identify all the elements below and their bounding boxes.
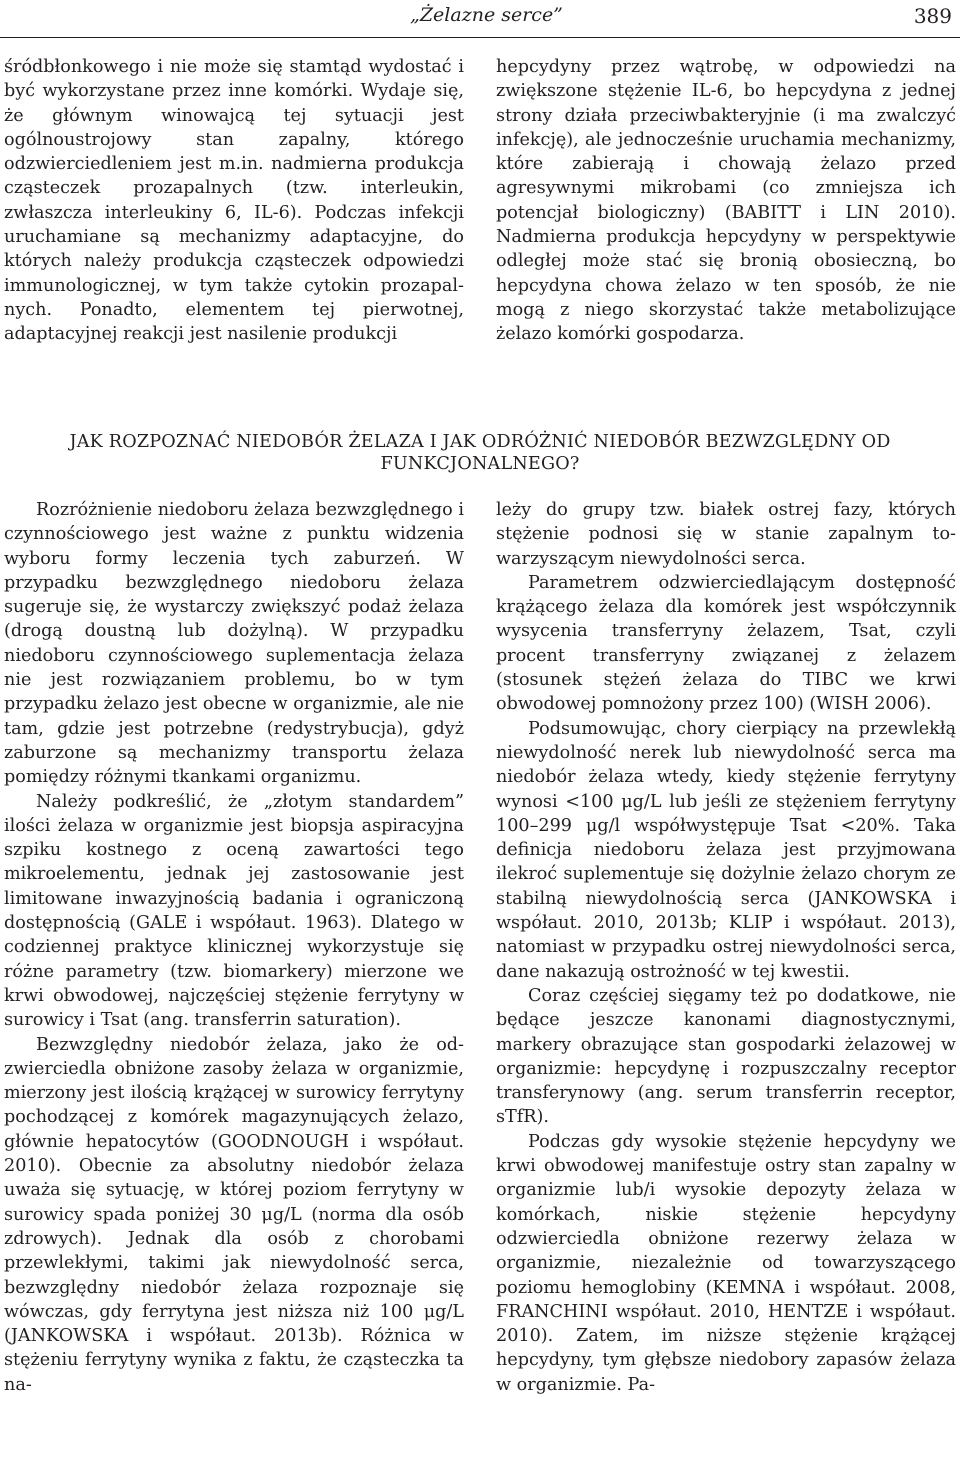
paragraph: Należy podkreślić, że „złotym standardem” ilości żelaza w organizmie jest biopsja aspiracyjna szpiku kostnego z oceną zawartości tego mikroelementu, jednak jej zastosowanie jest limitowane inwazyjnością badania i ograniczoną dostępnością (GALE i współaut. 1963). Dlatego w codziennej praktyce klinicznej wykorzystuje się różne parametry (tzw. biomarkery) mierzone we krwi obwodowej, najczęściej stężenie ferrytyny w surowicy i Tsat (ang. transferrin saturation). xyxy=(4,791,464,1031)
paragraph: hepcydyny przez wątrobę, w odpowiedzi na zwiększone stężenie IL-6, bo hepcydyna z jednej strony działa przeciwbakteryjnie (i ma zwalczyć infekcję), ale jednocześnie uruchamia mechanizmy, które zabierają i chowają żelazo przed agresywnymi mikrobami (co zmniejsza ich potencjał biologiczny) (BABITT i LIN 2010). Nadmierna produkcja hepcydyny w perspektywie odległej może stać się bronią obosieczną, bo hepcydyna chowa żelazo w ten sposób, że nie mogą z niego skorzystać także metabolizujące żelazo komórki gospodarza. xyxy=(496,57,956,345)
column-bottom-right xyxy=(496,498,956,1397)
paragraph: leży do grupy tzw. białek ostrej fazy, których stężenie podnosi się w stanie zapalnym towarzyszącym niewydolności serca. xyxy=(496,500,956,569)
paragraph: Podczas gdy wysokie stężenie hepcydyny we krwi obwodowej manifestuje ostry stan zapalny w organizmie lub/i wysokie depozyty żelaza w komórkach, niskie stężenie hepcydyny odzwierciedla obniżone rezerwy żelaza w organizmie, niezależnie od towarzyszącego poziomu hemoglobiny (KEMNA i współaut. 2008, FRANCHINI współaut. 2010, HENTZE i współaut. 2010). Zatem, im niższe stężenie krążącej hepcydyny, tym głębsze niedobory zapasów żelaza w organizmie. Pa- xyxy=(496,1131,956,1395)
header-rule xyxy=(0,37,960,38)
column-bottom-left xyxy=(4,498,464,1397)
paragraph: Rozróżnienie niedoboru żelaza bezwzględnego i czynnościowego jest ważne z punktu widzenia wyboru formy leczenia tych zaburzeń. W przypadku bezwzględnego niedoboru żelaza sugeruje się, że wystarczy zwiększyć podaż żelaza (drogą doustną lub dożylną). W przypadku niedoboru czynnościowego suplementacja żelaza nie jest rozwiązaniem problemu, bo w tym przypadku żelazo jest obecne w organizmie, ale nie tam, gdzie jest potrzebne (redystrybucja), gdyż zaburzone są mechanizmy transportu żelaza pomiędzy różnymi tkankami organizmu. xyxy=(4,500,464,788)
paragraph: śródbłonkowego i nie może się stamtąd wydostać i być wykorzystane przez inne komórki. Wydaje się, że głównym winowajcą tej sytuacji jest ogólnoustrojowy stan zapalny, którego odzwierciedleniem jest m.in. nadmierna produkcja cząsteczek prozapalnych (tzw. interleukin, zwłaszcza interleukiny 6, IL-6). Podczas infekcji uruchamiane są mechanizmy adaptacyjne, do których należy produkcja cząsteczek odpowiedzi immunologicznej, w tym także cytokin prozapalnych. Ponadto, elementem tej pierwotnej, adaptacyjnej reakcji jest nasilenie produkcji xyxy=(4,57,464,345)
paragraph: Coraz częściej sięgamy też po dodatkowe, nie będące jeszcze kanonami diagnostycznymi, markery obrazujące stan gospodarki żelazowej w organizmie: hepcydynę i rozpuszczalny receptor transferynowy (ang. serum transferrin receptor, sTfR). xyxy=(496,985,956,1128)
column-top-left xyxy=(4,55,464,347)
running-header xyxy=(0,0,960,38)
running-title: „Żelazne serce” xyxy=(410,4,563,26)
column-top-right xyxy=(496,55,956,347)
paragraph: Bezwzględny niedobór żelaza, jako że odzwierciedla obniżone zasoby żelaza w organizmie, mierzony jest ilością krążącej w surowicy ferrytyny pochodzącej z komórek magazynujących żelazo, głównie hepatocytów (GOODNOUGH i współaut. 2010). Obecnie za absolutny niedobór żelaza uważa się sytuację, w której poziom ferrytyny w surowicy spada poniżej 30 μg/L (norma dla osób zdrowych). Jednak dla osób z chorobami przewlekłymi, takimi jak niewydolność serca, bezwzględny niedobór żelaza rozpoznaje się wówczas, gdy ferrytyna jest niższa niż 100 μg/L (JANKOWSKA i współaut. 2013b). Różnica w stężeniu ferrytyny wynika z faktu, że cząsteczka ta na- xyxy=(4,1034,464,1395)
paragraph: Podsumowując, chory cierpiący na przewlekłą niewydolność nerek lub niewydolność serca ma niedobór żelaza wtedy, kiedy stężenie ferrytyny wynosi <100 μg/L lub jeśli ze stężeniem ferrytyny 100–299 μg/l współwystępuje Tsat <20%. Taka definicja niedoboru żelaza jest przyjmowana ilekroć suplementuje się dożylnie żelazo chorym ze stabilną niewydolnością serca (JANKOWSKA i współaut. 2010, 2013b; KLIP i współaut. 2013), natomiast w przypadku ostrej niewydolności serca, dane nakazują ostrożność w tej kwestii. xyxy=(496,718,956,982)
section-heading: JAK ROZPOZNAĆ NIEDOBÓR ŻELAZA I JAK ODRÓŻNIĆ NIEDOBÓR BEZWZGLĘDNY OD FUNKCJONALNEGO? xyxy=(69,432,891,474)
paragraph: Parametrem odzwierciedlającym dostępność krążącego żelaza dla komórek jest współczynnik wysycenia transferryny żelazem, Tsat, czyli procent transferryny związanej z żelazem (stosunek stężeń żelaza do TIBC we krwi obwodowej pomnożony przez 100) (WISH 2006). xyxy=(496,572,956,715)
page-number: 389 xyxy=(913,4,952,28)
